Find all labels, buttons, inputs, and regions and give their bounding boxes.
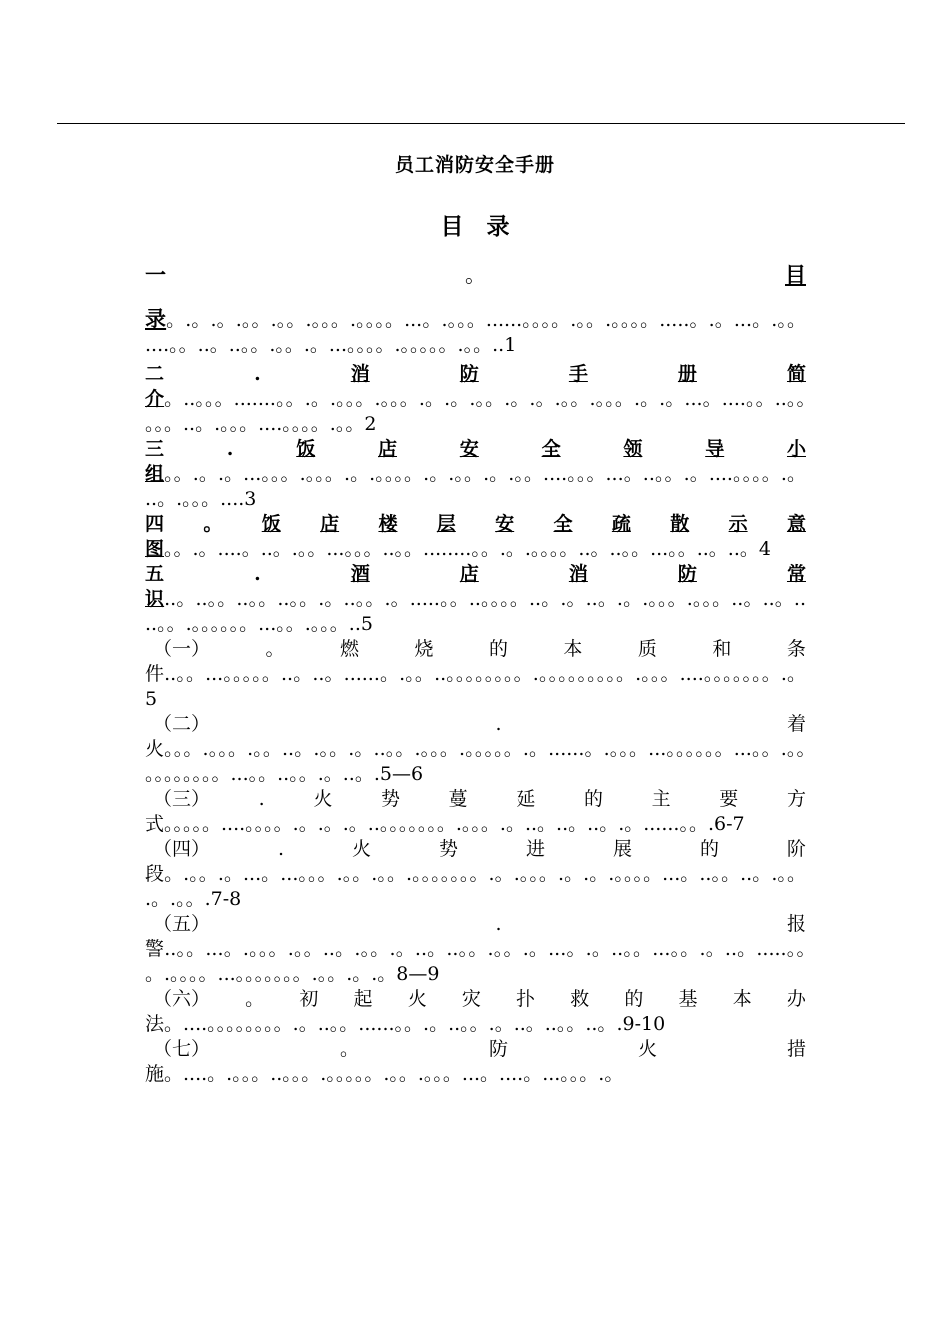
toc-entry-char: 火 <box>352 838 372 860</box>
document-title: 员工消防安全手册 <box>394 154 555 176</box>
toc-page-number: 4 <box>758 538 771 560</box>
toc-entry-char: 条 <box>786 638 806 660</box>
toc-entry-char: 延 <box>516 788 536 810</box>
toc-page-number: 5—6 <box>379 763 424 785</box>
toc-entry-separator: . <box>495 913 502 935</box>
toc-entry-char: 火 <box>407 988 427 1010</box>
toc-entry-body <box>145 812 806 837</box>
toc-entry[interactable] <box>145 1037 806 1087</box>
table-of-contents <box>145 258 806 1087</box>
toc-entry-head <box>145 987 806 1012</box>
toc-entry-char: 导 <box>705 438 725 460</box>
toc-page-number: .7-8 <box>204 888 242 910</box>
toc-entry[interactable] <box>145 437 806 512</box>
toc-entry-body <box>145 662 806 712</box>
toc-entry-char: 消 <box>350 363 370 385</box>
toc-entry-char: 防 <box>677 563 697 585</box>
toc-entry-char: 主 <box>651 788 671 810</box>
toc-entry-body <box>145 937 806 987</box>
toc-entry-link[interactable]: 目 <box>785 262 806 287</box>
toc-entry-number: 四 <box>145 513 165 535</box>
toc-entry-char: 烧 <box>414 638 434 660</box>
toc-leader-dots: ..。。...。。。。。..。..。......。.。。..。。。。。。。。.。。。。。。。。。.。。。....。。。。。。。.。 <box>164 663 806 685</box>
toc-entry-char: 阶 <box>786 838 806 860</box>
toc-entry-body <box>145 537 806 562</box>
toc-entry-char: 初 <box>299 988 319 1010</box>
toc-entry-char: 消 <box>568 563 588 585</box>
toc-leader-dots: 。....。。。。。。。。.。..。。......。。.。..。。.。..。..。。..。 <box>164 1013 617 1035</box>
toc-entry-separator: . <box>495 713 502 735</box>
toc-page-number: ..5 <box>348 613 373 635</box>
toc-entry-char: 店 <box>378 438 398 460</box>
toc-entry-head <box>145 637 806 662</box>
toc-entry-body <box>145 462 806 512</box>
toc-entry-number: （五） <box>153 913 211 935</box>
toc-entry-separator: . <box>226 438 234 460</box>
toc-entry-link-cont[interactable]: 录 <box>145 306 167 331</box>
toc-entry[interactable] <box>145 637 806 712</box>
toc-entry-link-cont[interactable]: 段 <box>145 863 165 885</box>
toc-entry-char: 安 <box>459 438 479 460</box>
toc-entry-head <box>145 437 806 462</box>
toc-entry-char: 方 <box>786 788 806 810</box>
toc-entry-char: 小 <box>786 438 806 460</box>
toc-entry-char: 全 <box>541 438 561 460</box>
toc-entry-char: 着 <box>786 713 806 735</box>
toc-page-number: 5 <box>145 688 158 710</box>
toc-entry-char: 散 <box>670 513 690 535</box>
toc-entry-char: 要 <box>719 788 739 810</box>
toc-entry-link-cont[interactable]: 件 <box>145 663 165 685</box>
toc-entry[interactable] <box>145 837 806 912</box>
toc-entry-separator: 。 <box>203 513 223 535</box>
toc-entry-head <box>145 562 806 587</box>
toc-entry-separator: . <box>277 838 285 860</box>
toc-entry[interactable] <box>145 987 806 1037</box>
toc-entry-char: 意 <box>786 513 806 535</box>
toc-entry-char: 店 <box>320 513 340 535</box>
toc-entry-body <box>145 862 806 912</box>
toc-leader-dots: 。。.。....。..。.。。...。。。..。。........。。.。.。。。。..。..。。...。。..。..。 <box>164 538 759 560</box>
toc-entry-body <box>145 1062 806 1087</box>
toc-entry[interactable] <box>145 787 806 837</box>
toc-entry-char: 示 <box>728 513 748 535</box>
toc-entry-char: 楼 <box>378 513 398 535</box>
toc-leader-dots: 。.。。.。...。...。。。.。。.。。.。。。。。。。.。.。。。.。.。.。。。。...。..。。..。.。。.。.。。 <box>145 863 806 910</box>
toc-entry-char: 势 <box>438 838 458 860</box>
toc-entry[interactable] <box>145 712 806 787</box>
toc-entry-number: 二 <box>145 363 165 385</box>
toc-entry-separator: 。 <box>339 1038 359 1060</box>
toc-page-number: .9-10 <box>616 1013 666 1035</box>
toc-entry-char: 的 <box>583 788 603 810</box>
toc-entry-link-cont[interactable]: 火 <box>145 738 165 760</box>
toc-entry-char: 全 <box>553 513 573 535</box>
toc-page-number: 1 <box>504 334 517 356</box>
toc-entry-number: （三） <box>153 788 211 810</box>
toc-entry-head <box>145 712 806 737</box>
toc-leader-dots: ..。..。。..。。..。。.。..。。.。.....。。..。。。。..。.。..。.。.。。。.。。。..。..。....。。.。。。。。。...。。.。。。 <box>145 588 806 635</box>
toc-entry-number: 三 <box>145 438 165 460</box>
toc-entry-char: 酒 <box>350 563 370 585</box>
toc-entry-char: 展 <box>612 838 632 860</box>
toc-entry-number: 一 <box>145 262 166 287</box>
toc-entry-body <box>145 387 806 437</box>
toc-entry-link-cont[interactable]: 图 <box>145 538 165 560</box>
toc-entry-separator: 。 <box>465 263 486 287</box>
toc-leader-dots: 。..。。。.......。。.。.。。。.。。。.。.。.。。.。.。.。。.。。。.。.。...。....。。..。。。。。..。.。。。....。。。。.。。 <box>145 388 806 435</box>
toc-entry-char: 常 <box>786 563 806 585</box>
toc-entry-separator: . <box>254 563 261 585</box>
toc-entry-char: 蔓 <box>448 788 468 810</box>
toc-entry-char: 册 <box>677 363 697 385</box>
toc-entry-head <box>145 912 806 937</box>
toc-entry-char: 疏 <box>611 513 631 535</box>
toc-entry-body <box>145 587 806 637</box>
toc-entry[interactable] <box>145 512 806 562</box>
toc-entry-head <box>145 1037 806 1062</box>
toc-entry-char: 简 <box>786 363 806 385</box>
header-rule <box>57 123 905 124</box>
toc-entry-char: 防 <box>459 363 479 385</box>
toc-entry-char: 的 <box>699 838 719 860</box>
toc-page-number: .6-7 <box>707 813 745 835</box>
toc-entry-char: 饭 <box>296 438 316 460</box>
toc-entry-number: （二） <box>153 713 211 735</box>
toc-entry-number: （七） <box>153 1038 211 1060</box>
toc-page-number: 8—9 <box>396 963 440 985</box>
toc-page-number: 3 <box>244 488 257 510</box>
toc-entry-separator: 。 <box>245 988 265 1010</box>
toc-entry-char: 势 <box>381 788 401 810</box>
toc-leader-dots: 。....。.。。。..。。。.。。。。。.。。.。。。...。....。...。。。.。 <box>164 1063 624 1085</box>
toc-entry-char: 进 <box>525 838 545 860</box>
toc-entry-link-cont[interactable]: 施 <box>145 1063 165 1085</box>
toc-entry-number: 五 <box>145 563 165 585</box>
toc-entry-char: 办 <box>786 988 806 1010</box>
toc-entry-char: 基 <box>678 988 698 1010</box>
toc-entry-separator: . <box>254 363 261 385</box>
toc-entry-body <box>145 737 806 787</box>
toc-entry-char: 报 <box>786 913 806 935</box>
toc-entry-char: 火 <box>313 788 333 810</box>
toc-entry-head <box>145 512 806 537</box>
toc-entry[interactable] <box>145 362 806 437</box>
toc-entry-link-cont[interactable]: 介 <box>145 388 165 410</box>
toc-entry-char: 店 <box>459 563 479 585</box>
toc-entry-char: 领 <box>623 438 643 460</box>
toc-entry[interactable] <box>145 562 806 637</box>
toc-entry-link-cont[interactable]: 警 <box>145 938 165 960</box>
toc-leader-dots: 。。。。。....。。。。.。.。.。..。。。。。。。.。。。.。..。..。..。.。......。。 <box>164 813 708 835</box>
toc-entry-char: 手 <box>568 363 588 385</box>
toc-entry-separator: . <box>258 788 265 810</box>
toc-entry-char: 饭 <box>261 513 281 535</box>
toc-heading: 目 录 <box>440 213 510 240</box>
toc-entry-char: 措 <box>786 1038 806 1060</box>
toc-leader-dots: 。。。.。。。.。。..。.。。.。..。。.。。。.。。。。。.。......。.。。。...。。。。。。...。。.。。。。。。。。。。...。。..。。.。..。. <box>145 738 806 785</box>
toc-leader-dots: 。。.。.。...。。。.。。。.。.。。。。.。.。。.。.。。....。。。...。..。。.。....。。。。.。..。.。。。.... <box>145 463 806 510</box>
toc-entry-char: 救 <box>570 988 590 1010</box>
toc-entry-link-cont[interactable]: 组 <box>145 463 165 485</box>
toc-entry-number: （四） <box>153 838 211 860</box>
toc-entry-char: 质 <box>637 638 657 660</box>
toc-entry-link-cont[interactable]: 识 <box>145 588 165 610</box>
toc-entry-number: （一） <box>153 638 211 660</box>
toc-entry-separator: 。 <box>265 638 285 660</box>
toc-entry-char: 安 <box>495 513 515 535</box>
toc-entry-number: （六） <box>153 988 211 1010</box>
toc-entry-char: 扑 <box>516 988 536 1010</box>
toc-entry-char: 起 <box>353 988 373 1010</box>
toc-entry-1-head[interactable] <box>145 258 806 292</box>
toc-entry[interactable] <box>145 912 806 987</box>
toc-entry-body <box>145 1012 806 1037</box>
toc-entry-char: 的 <box>488 638 508 660</box>
toc-entry-char: 燃 <box>339 638 359 660</box>
toc-entry-1-body <box>145 306 806 358</box>
toc-page-number: 2 <box>364 413 377 435</box>
toc-entry-char: 本 <box>563 638 583 660</box>
toc-entry-char: 火 <box>637 1038 657 1060</box>
toc-entry-head <box>145 362 806 387</box>
toc-entry-char: 的 <box>624 988 644 1010</box>
toc-leader-dots: 。.。.。.。。.。。.。。。.。。。。...。.。。。......。。。。.。。.。。。。.....。.。...。.。。....。。..。..。。.。。.。...。。。。.。。。。。.。。.. <box>145 309 806 356</box>
toc-entry-char: 层 <box>436 513 456 535</box>
toc-entry-link-cont[interactable]: 式 <box>145 813 165 835</box>
toc-entry-char: 本 <box>732 988 752 1010</box>
toc-entry-char: 防 <box>488 1038 508 1060</box>
toc-entry-head <box>145 837 806 862</box>
toc-leader-dots: ..。。...。.。。。.。。..。.。。.。..。..。。.。。.。...。.。..。。...。。.。..。.....。。。.。。。。...。。。。。。。.。。.。.。 <box>145 938 806 985</box>
toc-entry-char: 和 <box>712 638 732 660</box>
toc-entry-char: 灾 <box>461 988 481 1010</box>
toc-entry-link-cont[interactable]: 法 <box>145 1013 165 1035</box>
toc-entry-head <box>145 787 806 812</box>
